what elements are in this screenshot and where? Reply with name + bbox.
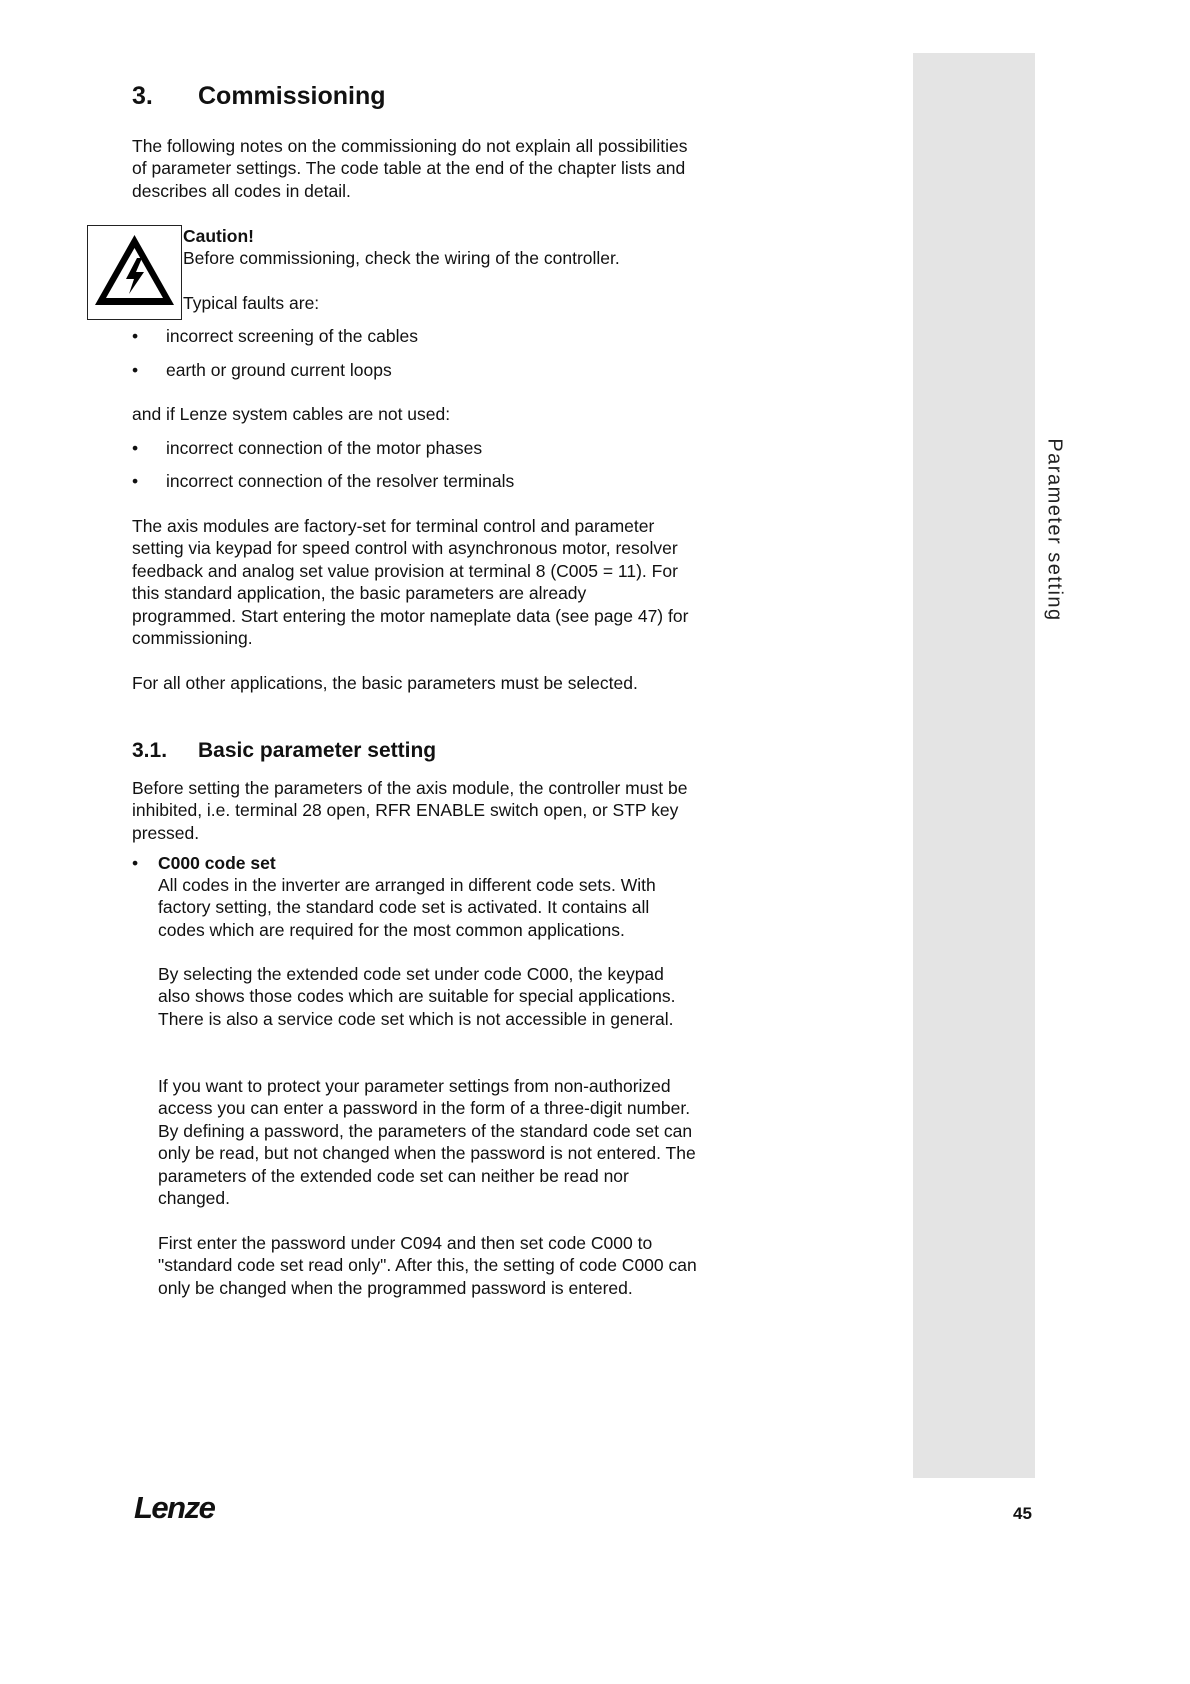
list-item-text: incorrect screening of the cables [166,326,418,346]
faults-intro: Typical faults are: [183,293,320,313]
bullet-icon: • [132,853,139,873]
intro-paragraph: The following notes on the commissioning do not explain all possibilities of parameter settings. The code table at the end of the chapter lists and describes all codes in detail. [132,136,688,201]
caution-title: Caution! [183,226,254,246]
subsection-title: Basic parameter setting [198,739,437,762]
subsection-number: 3.1. [132,739,168,762]
bullet-icon: • [132,326,139,346]
section-heading [132,82,386,111]
bullet-icon: • [132,438,139,458]
subsection-heading [132,739,436,763]
code-set-paragraph: First enter the password under C094 and then set code C000 to "standard code set read only". After this, the setting of code C000 can only be changed when the programmed password is entered. [158,1233,697,1298]
factory-setting-paragraph: The axis modules are factory-set for terminal control and parameter setting via keypad for speed control with asynchronous motor, resolver feedback and analog set value provision at terminal 8 (C005 = 11). For this standard application, the basic parameters are already programmed. Start entering the motor nameplate data (see page 47) for commissioning. [132,516,689,649]
lenze-logo: Lenze [134,1490,215,1525]
list-item-text: earth or ground current loops [166,360,392,380]
bullet-icon: • [132,471,139,491]
section-number: 3. [132,82,153,110]
other-applications-paragraph: For all other applications, the basic parameters must be selected. [132,673,638,693]
list-item-text: incorrect connection of the motor phases [166,438,483,458]
page-number: 45 [1013,1504,1032,1523]
warning-box [87,225,182,320]
bullet-icon: • [132,360,139,380]
code-set-paragraph: If you want to protect your parameter settings from non-authorized access you can enter a password in the form of a three-digit number. By defining a password, the parameters of the standard code set can only be read, but not changed when the password is not entered. The parameters of the extended code set can neither be read nor changed. [158,1076,696,1209]
list-item-text: incorrect connection of the resolver terminals [166,471,515,491]
side-tab-label: Parameter setting [1043,438,1066,622]
basic-intro-paragraph: Before setting the parameters of the axis module, the controller must be inhibited, i.e. terminal 28 open, RFR ENABLE switch open, or STP key pressed. [132,778,688,843]
section-title: Commissioning [198,82,386,110]
high-voltage-warning-icon [88,226,181,319]
code-set-paragraph: All codes in the inverter are arranged in different code sets. With factory setting, the standard code set is activated. It contains all codes which are required for the most common applications. [158,875,656,940]
side-band [913,53,1035,1478]
caution-text: Before commissioning, check the wiring of the controller. [183,248,620,268]
cables-intro: and if Lenze system cables are not used: [132,404,451,424]
code-set-title: C000 code set [158,853,276,873]
code-set-paragraph: By selecting the extended code set under code C000, the keypad also shows those codes which are suitable for special applications. There is also a service code set which is not accessible in general. [158,964,676,1029]
